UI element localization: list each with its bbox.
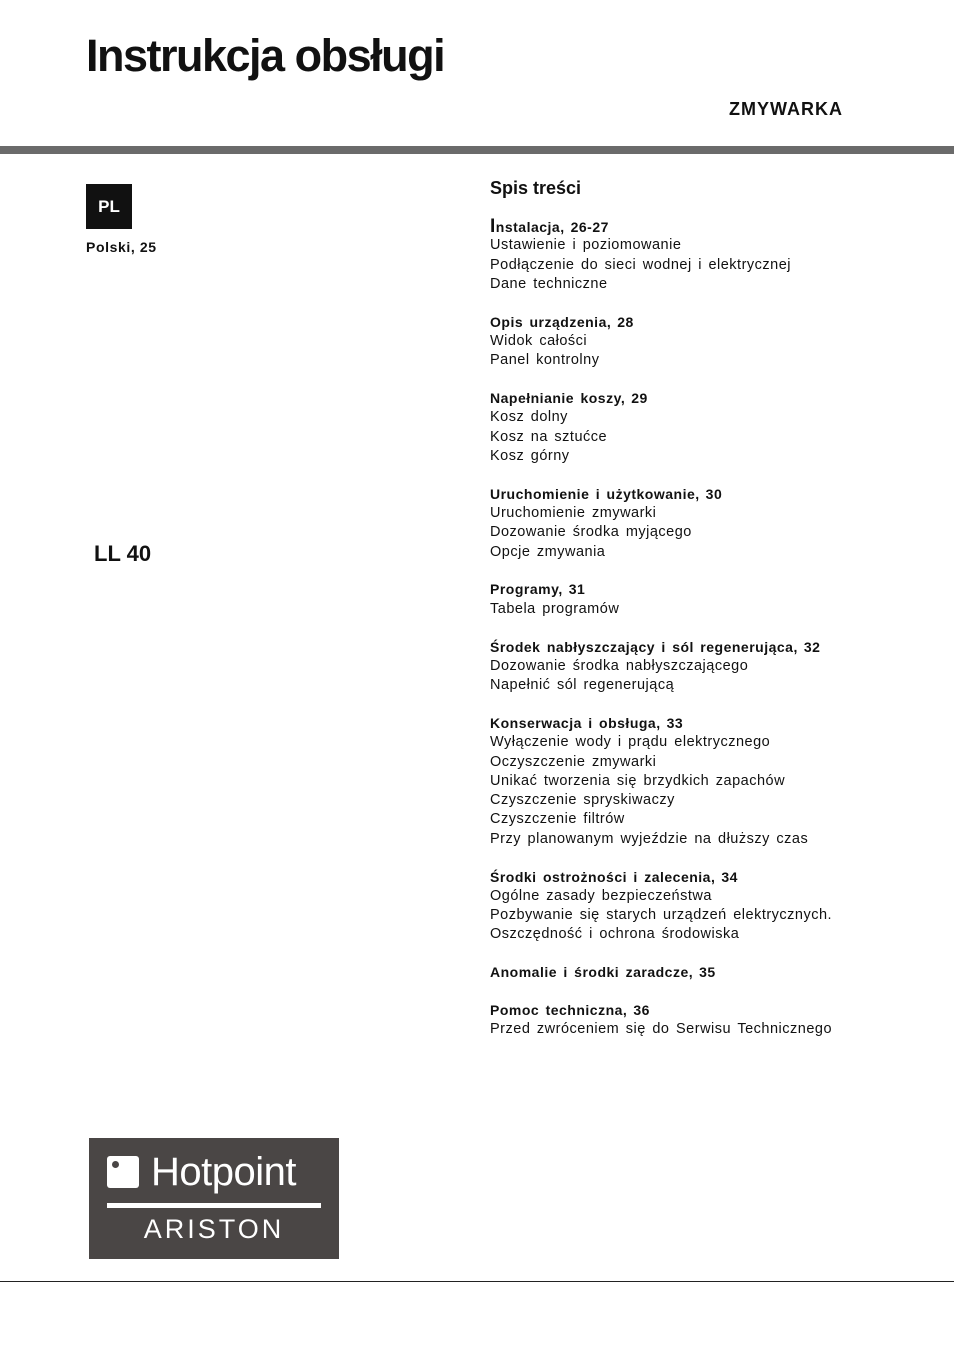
toc-section-heading [490,638,910,657]
toc-subitem: Panel kontrolny [490,352,600,369]
toc-subitem: Dozowanie środka nabłyszczającego [490,657,749,674]
language-code-badge: PL [86,184,132,229]
toc-section [490,638,910,696]
toc-section-heading [490,217,910,236]
toc-subitem: Przed zwróceniem się do Serwisu Technicznego [490,1021,833,1038]
toc-section-heading [490,714,910,733]
toc-section [490,580,910,619]
toc-heading-text: Anomalie i środki zaradcze, [490,964,694,981]
toc-subitem: Przy planowanym wyjeździe na dłuższy czas [490,830,809,847]
toc-section-heading [490,1001,910,1020]
model-name: LL 40 [94,541,152,566]
toc-heading-text: Pomoc techniczna, [490,1002,628,1018]
toc-subitem: Oczyszczenie zmywarki [490,753,657,770]
logo-brand: Hotpoint [151,1150,296,1194]
toc-subitem: Ogólne zasady bezpieczeństwa [490,887,712,904]
toc-section-heading [490,963,910,982]
toc-heading-text: Napełnianie koszy, [490,390,626,407]
toc-sections [490,217,910,1040]
toc-section-heading [490,580,910,599]
toc-section [490,389,910,466]
toc-subitem: Podłączenie do sieci wodnej i elektrycznej [490,256,792,273]
toc-subitem: Wyłączenie wody i prądu elektrycznego [490,734,771,751]
toc-heading-text: nstalacja, [495,219,565,235]
toc-section [490,868,910,945]
toc-subitem: Dozowanie środka myjącego [490,524,692,541]
toc-section [490,485,910,562]
toc-section-heading [490,868,910,887]
toc-subitem: Uruchomienie zmywarki [490,505,657,522]
toc-page-number: 29 [631,390,648,407]
toc-heading-text: Konserwacja i obsługa, [490,714,661,731]
table-of-contents [490,178,910,1058]
toc-section-heading [490,313,910,332]
toc-heading-initial: I [490,216,496,237]
toc-subitem: Unikać tworzenia się brzydkich zapachów [490,772,786,789]
toc-subitem: Czyszczenie filtrów [490,811,625,828]
toc-page-number: 31 [568,581,586,598]
toc-subitem: Opcje zmywania [490,543,606,560]
toc-page-number: 36 [633,1002,650,1018]
language-page-reference: Polski, 25 [86,239,157,255]
hotpoint-logo-mark-icon [107,1156,139,1188]
toc-subitem: Ustawienie i poziomowanie [490,237,682,254]
product-type: ZMYWARKA [729,99,843,119]
toc-section-heading [490,389,910,408]
toc-subitem: Tabela programów [490,600,620,617]
toc-heading-text: Środek nabłyszczający i sól regenerująca, [490,638,798,655]
logo-subbrand: ARISTON [143,1214,285,1244]
toc-heading-text: Uruchomienie i użytkowanie, [490,485,700,502]
toc-subitem: Napełnić sól regenerującą [490,677,675,694]
toc-heading-text: Środki ostrożności i zalecenia, [490,868,716,885]
toc-subitem: Dane techniczne [490,275,608,292]
toc-page-number: 35 [699,964,716,981]
toc-heading-text: Programy, [490,581,563,598]
top-divider [0,146,954,154]
toc-section [490,313,910,371]
toc-subitem: Oszczędność i ochrona środowiska [490,926,740,943]
hotpoint-ariston-logo [89,1138,339,1259]
page-title: Instrukcja obsługi [86,30,445,81]
toc-section [490,217,910,294]
toc-page-number: 28 [617,313,634,330]
toc-page-number: 33 [666,714,684,731]
toc-page-number: 26-27 [570,219,609,235]
toc-section [490,963,910,982]
bottom-divider [0,1281,954,1282]
toc-subitem: Czyszczenie spryskiwaczy [490,792,675,809]
logo-divider [107,1203,321,1208]
toc-subitem: Kosz na sztućce [490,428,608,445]
toc-subitem: Kosz dolny [490,409,568,426]
toc-section [490,714,910,849]
toc-subitem: Widok całości [490,332,588,349]
toc-subitem: Kosz górny [490,447,570,464]
toc-page-number: 30 [705,485,723,502]
toc-subitem: Pozbywanie się starych urządzeń elektrycznych. [490,907,833,924]
toc-section [490,1001,910,1040]
toc-heading-text: Opis urządzenia, [490,313,612,330]
toc-page-number: 32 [803,638,821,655]
toc-page-number: 34 [721,868,738,885]
toc-section-heading [490,485,910,504]
toc-title: Spis treści [490,178,582,198]
